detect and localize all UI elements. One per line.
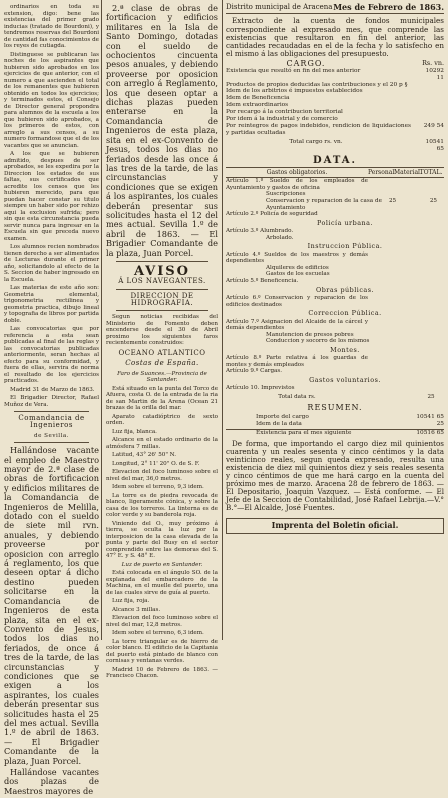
cargo-row <box>226 116 444 123</box>
cargo-row <box>226 109 444 116</box>
header-total: TOTAL. <box>419 168 443 176</box>
data-row <box>226 228 444 235</box>
cargo-row-value <box>418 88 444 95</box>
header-material: Material. <box>394 168 422 176</box>
data-row <box>226 265 444 272</box>
header-personal: Personal. <box>368 168 397 176</box>
total-cargo-row <box>226 139 444 153</box>
data-row <box>226 278 444 285</box>
section-label: Gastos voluntarios. <box>309 376 381 385</box>
paragraph: Latitud, 43° 26' 50" N. <box>112 452 176 459</box>
closing-paragraph: De forma, que importando el cargo diez mil quinientos cuarenta y un reales sesenta y cinco céntimos y la data veinticinco reales, segun queda expresado, resulta una existencia de diez mil quinientos diez y seis reales sesenta y cinco céntimos de que me hará cargo en la cuenta del próximo mes de marzo. Aracena 28 de febrero de 1863. — El Depositario, Joaquin Vazquez. — Está conforme. — El Jefe de la Seccion de Contabilidad, José Rafael Lebrija.—V.° B.°—El Alcalde, José Fuentes. <box>226 438 444 513</box>
district-name: Distrito municipal de Aracena <box>226 3 333 11</box>
data-row-label: Artículo 2.º Policía de seguridad <box>226 211 318 218</box>
data-row-material <box>394 178 418 191</box>
data-row-label: Artículo 4.º Sueldos de los maestros y demás dependientes <box>226 251 368 265</box>
cargo-row-label: Por idem á la industrial y de comercio <box>226 116 338 123</box>
paragraph: Aparato catadióptrico de sexto orden. <box>106 413 218 427</box>
section-label: Policía urbana. <box>317 218 373 227</box>
data-row-personal <box>382 191 403 198</box>
paragraph: Distinguese se publicaran las noches de los aspirantes que hubieren sido aprobados en los ejercicios de que anterior, con el numero a que ascienden el total de los remanentes que hubieren obtenido en todos los ejercicios; y terminados estos, el Consejo de Director general propondra para alumnos de la escuela a los que hubieren sido aprobados, a los primeros de estos, con arreglo a sus censos, a su numero formandose que el de los vacantes que se anuncian. <box>4 51 99 149</box>
paragraph: Los alumnos recien nombrados tienen derecho a ser alimentados de Lecturas durante el primer año, solicitandolo al efecto de la S. Seccion de haber ingresado en la Escuela. <box>4 244 99 283</box>
paragraph: Elevacion del foco luminoso sobre el nivel del mar, 12,8 metros. <box>106 615 218 628</box>
resumen-label: Importe del cargo <box>256 413 309 420</box>
cargo-row-label: Idem extraordinarios <box>226 102 289 109</box>
column-rule <box>222 0 223 640</box>
resumen-value: 25 <box>436 420 444 427</box>
luz-title: Luz de puerto en Santander. <box>121 561 203 568</box>
cargo-title: CARGO. <box>286 59 326 69</box>
section-title: Á LOS NAVEGANTES. <box>118 277 206 286</box>
data-row-label: Artículo 5.º Beneficencia. <box>226 278 299 285</box>
paragraph: A los que se hubieren admitido, despues de ser aprobados, se les expedira por la Direccion los estados de sus faltas, sus certificados que acredite los censos que les hubieren merecido, para que puedan hacer constar su titulo siempre un haber sido por rehizo aqui la exclusion sufrida; pero sin que esta circunstancia pueda servir nunca para ingresar en la Escuela sin que preceda nuevo examen. <box>4 151 99 242</box>
resumen-value: 10541 65 <box>416 413 444 420</box>
divider <box>14 411 89 412</box>
section-title: Comandancia de Ingenieros <box>18 414 85 430</box>
faro-title: Faro de Suances.—Provincia de Santander. <box>117 370 207 384</box>
header-gastos: Gastos obligatorios. <box>266 168 328 176</box>
resumen-label: Existencia para el mes siguiente <box>256 429 352 436</box>
data-row-label: Alquileres de edificios <box>266 264 329 271</box>
cargo-row <box>226 68 444 82</box>
column-rule <box>101 0 102 640</box>
data-row-label: Suscripciones <box>266 191 306 198</box>
data-row-label: Artículo 1.º Sueldo de los empleados de Ayuntamiento y gastos de oficina <box>226 178 368 191</box>
total-cargo-value: 10541 65 <box>425 138 444 152</box>
data-row <box>226 211 444 218</box>
cargo-row-value: 10292 11 <box>425 67 444 81</box>
data-row <box>226 295 444 308</box>
section-title: OCEANO ATLANTICO <box>118 348 206 357</box>
cargo-row-label: Idem de Beneficencia <box>226 95 290 102</box>
data-row-label: Conduccion y socorro de los mismos <box>266 338 370 345</box>
paragraph: Alcance 3 millas. <box>112 606 161 613</box>
paragraph: Idem sobre el terreno, 9,3 idem. <box>112 484 204 491</box>
month-label: Mes de Febrero de 1863. <box>333 2 444 12</box>
section-label: Instruccion Pública. <box>307 242 383 251</box>
data-row <box>226 178 444 191</box>
aviso-title: AVISO <box>133 263 191 279</box>
paragraph: La torre triangular es de hierro de color blanco. El edificio de la Capitania del puerto está pintado de blanco con cornisas y ventanas verdes. <box>106 638 218 665</box>
data-row-total <box>418 211 444 218</box>
header-line <box>226 4 444 14</box>
signature-line: Madrid 10 de Febrero de 1863. — Francisco Chacon. <box>106 666 218 680</box>
cargo-row-label: Por recargo á la contribucion territorial <box>226 109 343 116</box>
data-row-personal <box>368 178 394 191</box>
cargo-row-label: Por reintegros de pagos indebidos, rendicion de liquidaciones y partidas ocultadas <box>226 122 411 136</box>
cargo-row-label: Productos de propios deducidas las contribuciones y el 20 p § <box>226 81 408 88</box>
divider <box>14 442 89 443</box>
data-row-label: Artículo 3.º Alumbrado. <box>226 228 294 235</box>
section-label: Obras públicas. <box>315 285 375 294</box>
data-row-label: Conservacion y reparacion de la casa de Ayuntamiento <box>266 198 382 211</box>
data-title: DATA. <box>312 154 358 166</box>
resumen-title: RESUMEN. <box>307 402 363 412</box>
paragraph: Las materias de este año son: Geometria elemental, trigonometria rectilinea y geometria practica, dibujo lineal y topografia de libros por partida doble. <box>4 285 99 324</box>
data-row-personal: 25 <box>388 198 397 205</box>
cargo-row <box>226 88 444 95</box>
section-label: Montes. <box>330 345 360 354</box>
data-row-material <box>403 191 423 198</box>
data-row <box>226 355 444 368</box>
data-row-total <box>418 178 444 191</box>
printer-imprint: Imprenta del Boletin oficial. <box>226 518 444 533</box>
cargo-row-label: Idem de los arbitrios é impuestos establecidos <box>226 88 363 95</box>
announcement-paragraph: Hallándose vacantes dos plazas de Maestros mayores de <box>4 767 99 796</box>
data-row-label: Arbolado. <box>266 234 294 241</box>
paragraph: Está situado en la punta del Torco de Afuera, costa O. de la entrada de la ria de san Martin de la Arena (Ocean 21 brazas de la orilla del mar. <box>106 385 218 412</box>
cargo-row-value <box>418 102 444 109</box>
resumen-value: 10516 65 <box>416 429 444 436</box>
data-row-material <box>403 198 423 211</box>
currency-label: Rs. vn. <box>422 59 444 68</box>
data-row-label: Manutencion de presos pobres <box>266 331 354 338</box>
data-row-label: Artículo 10. Imprevistos <box>226 385 295 392</box>
data-row-label: Gastos de los escuelas <box>266 271 330 278</box>
paragraph: Está colocada en el ángulo SO. de la explanada del embarcadero de la Machina, en el muelle del puerto, una de las cuales sirve de guía al puerto. <box>106 570 218 596</box>
section-subtitle: Costas de España. <box>125 359 199 368</box>
cargo-row <box>226 95 444 102</box>
paragraph: Elevacion del foco luminoso sobre el nivel del mar, 36,0 metros. <box>106 469 218 482</box>
section-subtitle: de Sevilla. <box>34 432 69 439</box>
data-row-total <box>423 191 444 198</box>
announcement-paragraph: Hallándose vacante el empleo de Maestro mayor de 2.ª clase de obras de fortificacion y edificios militares de la Comandancia de Ingenieros de Melilla, dotado con el sueldo de siete mil rvn. anuales, y debiendo proveerse por oposicion con arreglo á reglamento, los que deseen optar á dicho destino pueden solicitarse en la Comandancia de Ingenieros de esta plaza, sita en el ex-Convento de Jesus, todos los dias no feriados, de once á tres de la tarde, de las circunstancias y condiciones que se exigen a los aspirantes, los cuales deberán presentar sus solicitudes hasta el 25 del mes actual. Sevilla 1.º de abril de 1863. — El Brigadier Comandante de la plaza, Juan Porcel. <box>4 445 99 766</box>
data-row-total: 25 <box>429 198 437 205</box>
paragraph: Alcance en el estado ordinario de la atmósfera 7 millas. <box>106 437 218 450</box>
date-line: Madrid 31 de Marzo de 1863. <box>10 386 95 393</box>
data-row <box>226 338 444 345</box>
resumen-row <box>226 421 444 428</box>
data-row-label: Artículo 6.º Conservacion y reparacion de los edificios destinados <box>226 295 368 308</box>
resumen-row <box>226 429 444 437</box>
column-right <box>226 4 444 534</box>
paragraph: La torre es de piedra revocada de blanco, ligeramente cónica, y sobre la casa de los torreros. La linterna es de color verde y su banderola roja. <box>106 492 218 519</box>
extracto-paragraph: Extracto de la cuenta de fondos municipales correspondiente al expresado mes, que comprende las existencias que resultaron en fin del anterior, las cantidades recaudadas en el de la fecha y lo satisfecho en el mismo á las obligaciones del presupuesto. <box>226 16 444 59</box>
total-data-label: Total data rs. <box>278 393 316 400</box>
section-label: Correccion Pública. <box>308 309 382 318</box>
paragraph: Viniendo del O., muy próximo á tierra, se oculta la luz por la interposicion de la casa elevada de la punta y parte del Busy en el sector comprendido entre las demoras del S. 47° E. y S. 48° E. <box>106 520 218 560</box>
data-row <box>226 198 444 211</box>
paragraph: Idem sobre el terreno, 6,3 idem. <box>112 630 204 637</box>
cargo-header <box>226 60 444 67</box>
paragraph: ordinarios en toda su extension, digo: bene las existencias del primer grado inducias (tratado de Bourdoni), y tendremos reservas del Bourdoni de cantidad fas conocimientos de los reyes de cutiagda. <box>4 4 99 49</box>
cargo-row-value <box>418 95 444 102</box>
data-row-label: Artículo 9.º Cargas. <box>226 368 283 375</box>
signature-line: El Brigadier Director, Rafael Muñoz de Vera. <box>4 395 99 408</box>
divider <box>116 310 208 311</box>
announcement-paragraph: 2.ª clase de obras de fortificacion y edificios militares en la Isla de Santo Domingo, dotadas con el sueldo de ochocientos cincuenta pesos anuales, y debiendo proveerse por oposicion con arreglo á Reglamento, los que deseen optar a dichas plazas pueden enterarse en la Comandancia de Ingenieros de esta plaza, sita en el ex-Convento de Jesus, todos los dias no feriados desde las once á las tres de la tarde, de las circunstancias y condiciones que se exigen á los aspirantes, los cuales deberán presentar sus solicitudes hasta el 12 del mes actual. Sevilla 1.º de abril de 1863. — El Brigadier Comandante de la plaza, Juan Porcel. <box>106 3 218 258</box>
paragraph: Longitud, 2° 11' 20" O. de S. F. <box>112 460 200 467</box>
data-row <box>226 235 444 242</box>
total-cargo-label: Total cargo rs. vn. <box>289 138 343 145</box>
paragraph: Luz fija, blanca. <box>112 428 157 435</box>
cargo-row-value: 249 54 <box>423 122 444 129</box>
data-row <box>226 385 444 392</box>
paragraph: Segun noticias recibidas del Ministerio de Fomento deben encenderse desde el 30 de Abril proximo los siguientes faros recientemente construidos: <box>106 314 218 347</box>
cargo-row-value <box>418 109 444 116</box>
cargo-row <box>226 123 444 137</box>
column-middle <box>106 4 218 682</box>
data-row <box>226 368 444 375</box>
column-left <box>4 4 99 798</box>
divider <box>116 289 208 290</box>
data-row <box>226 319 444 332</box>
data-row-material <box>394 211 418 218</box>
data-row <box>226 332 444 339</box>
resumen-label: Idem de la data <box>256 420 302 427</box>
data-row <box>226 252 444 265</box>
data-row-label: Artículo 7.º Asignacion del Alcaide de la cárcel y demás dependientes <box>226 318 368 332</box>
data-table-header <box>226 167 444 178</box>
data-row-label: Artículo 8.º Parte relativa á los guardas de montes y demás empleados <box>226 355 368 368</box>
cargo-row-label: Existencia que resultó en fin del mes anterior <box>226 67 361 74</box>
total-data-value: 25 <box>427 393 435 400</box>
cargo-row-value <box>418 82 444 89</box>
paragraph: Las convocatorias que por referencia a esta sean publicadas al final de las reglas y las convocatorias publicadas anteriormente, seran hechas al efecto para su conformidad, y fuera de ellas, servira de norma el resultado de los ejercicios practicados. <box>4 326 99 384</box>
cargo-row-value <box>418 116 444 123</box>
divider <box>116 261 208 262</box>
paragraph: Luz fija, roja. <box>112 598 150 605</box>
total-data-row <box>226 394 444 401</box>
data-row <box>226 191 444 198</box>
section-title: DIRECCION DE HIDROGRAFIA. <box>130 291 194 307</box>
resumen-row <box>226 414 444 421</box>
data-row-personal <box>368 211 394 218</box>
